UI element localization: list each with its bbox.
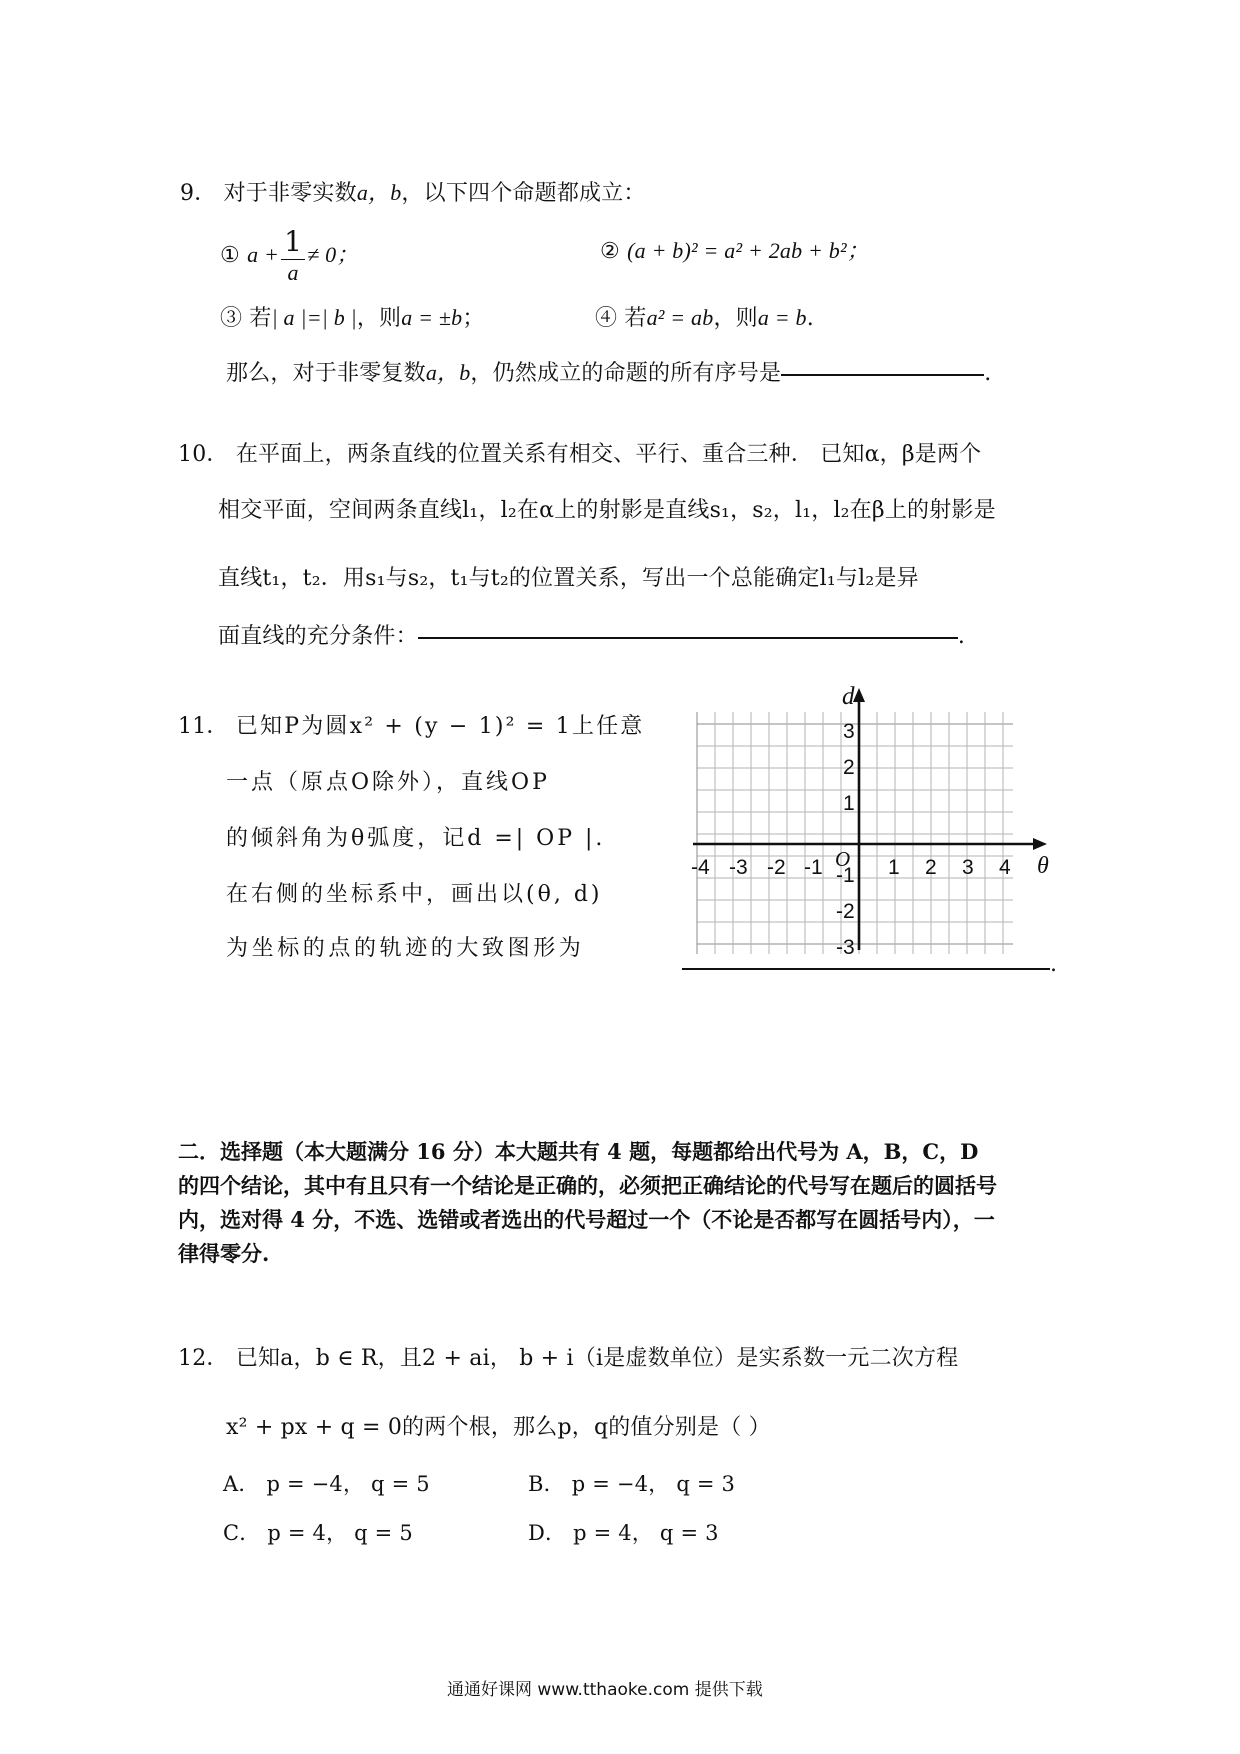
q9-p4-expr2: a = b	[757, 305, 807, 330]
x-tick-label: 4	[999, 856, 1011, 879]
q11-line-3: 的倾斜角为θ弧度，记d =| OP |.	[226, 826, 606, 851]
q12-option-d: D． p = 4， q = 3	[528, 1521, 719, 1545]
q9-stem-prefix: 对于非零实数	[223, 181, 357, 206]
q9-answer-blank[interactable]	[781, 374, 984, 376]
q10-line-4-end: .	[957, 624, 966, 649]
q10-line-4-before: 面直线的充分条件：	[218, 624, 418, 649]
q9-number: 9	[180, 181, 195, 206]
q9-stem: 9． 对于非零实数a，b，以下四个命题都成立：	[180, 180, 646, 206]
footer-download-note: 通通好课网 www.tthaoke.com 提供下载	[447, 1680, 763, 1700]
q10-line-1: 10． 在平面上，两条直线的位置关系有相交、平行、重合三种． 已知α，β是两个	[178, 442, 982, 467]
q11-line-5: 为坐标的点的轨迹的大致图形为	[226, 936, 585, 961]
q9-p1-expr-after: ≠ 0；	[307, 242, 359, 267]
q9-p3-expr2: a = ±b	[401, 305, 463, 330]
q9-question	[226, 358, 991, 389]
q9-question-after: ，仍然成立的命题的所有序号是	[470, 361, 782, 386]
q11-coordinate-grid-svg	[685, 682, 1065, 982]
q10-number: 10	[178, 442, 207, 467]
q9-proposition-3	[220, 303, 485, 334]
q9-proposition-1	[220, 225, 359, 285]
q9-p3-expr1: | a |=| b |	[271, 305, 357, 330]
q12-number: 12	[178, 1346, 207, 1371]
x-tick-label: -1	[804, 856, 823, 879]
q12-option-c: C． p = 4， q = 5	[223, 1521, 413, 1545]
x-tick-label: -2	[767, 856, 786, 879]
q9-stem-suffix: ，以下四个命题都成立：	[401, 181, 646, 206]
q9-p1-label: ①	[220, 243, 240, 268]
q9-proposition-4	[595, 303, 814, 334]
q9-p2-expr: (a + b)² = a² + 2ab + b²；	[627, 238, 869, 263]
q9-p4-label: ④	[595, 306, 618, 331]
q10-line-2: 相交平面，空间两条直线l₁，l₂在α上的射影是直线s₁，s₂，l₁，l₂在β上的射影是	[218, 498, 996, 523]
q9-stem-vars: a，b	[356, 180, 402, 205]
x-tick-label: 1	[888, 856, 900, 879]
q9-p4-expr1: a² = ab	[646, 305, 714, 330]
q12-line-1-text: 已知a，b ∈ R，且2 + ai， b + i（i是虚数单位）是实系数一元二次方程	[235, 1346, 959, 1371]
q9-p1-fraction-denominator: a	[287, 260, 299, 285]
q11-answer-end: .	[1050, 952, 1058, 977]
x-tick-label: -4	[691, 856, 710, 879]
q11-answer-line[interactable]	[682, 968, 1050, 970]
y-tick-label: -1	[836, 864, 855, 887]
y-tick-label: 3	[843, 720, 855, 743]
q9-p4-text-after: .	[806, 306, 814, 331]
q11-line-1: 11． 已知P为圆x² + (y − 1)² = 1上任意	[178, 714, 645, 739]
q12-option-a: A． p = −4， q = 5	[223, 1472, 430, 1496]
y-tick-label: 2	[843, 756, 855, 779]
q9-question-before: 那么，对于非零复数	[226, 361, 426, 386]
q11-coordinate-grid	[685, 682, 1065, 982]
y-tick-label: 1	[843, 792, 855, 815]
q11-line-4: 在右侧的坐标系中，画出以(θ, d)	[226, 882, 603, 907]
q9-p4-text-mid: ，则	[713, 306, 758, 331]
q9-p4-text-before: 若	[624, 306, 647, 331]
q11-line-2: 一点（原点O除外），直线OP	[226, 770, 550, 795]
x-tick-label: 2	[925, 856, 937, 879]
q9-p3-text-before: 若	[249, 306, 272, 331]
grid-lines	[697, 712, 1013, 954]
x-tick-label: -3	[729, 856, 748, 879]
q9-question-end: .	[984, 361, 992, 386]
q9-p3-label: ③	[220, 306, 243, 331]
q11-line-1-text: 已知P为圆x² + (y − 1)² = 1上任意	[235, 714, 645, 739]
q9-p1-expr-before: a +	[247, 242, 280, 267]
d-axis-label: d	[842, 683, 855, 710]
y-tick-label: -2	[836, 900, 855, 923]
theta-axis-arrow	[1033, 838, 1047, 850]
q9-p3-text-mid: ，则	[356, 306, 402, 331]
q12-line-1: 12． 已知a，b ∈ R，且2 + ai， b + i（i是虚数单位）是实系数一元二次方程	[178, 1346, 959, 1371]
x-tick-label: 3	[962, 856, 974, 879]
origin-label: O	[835, 847, 851, 871]
y-tick-label: -3	[836, 936, 855, 959]
q9-question-vars: a，b	[425, 360, 471, 385]
q9-p1-fraction-numerator: 1	[281, 228, 305, 260]
q9-p1-fraction	[281, 225, 305, 285]
d-axis-arrow	[853, 688, 865, 702]
q10-answer-blank[interactable]	[418, 637, 958, 639]
q11-number: 11	[178, 714, 207, 739]
q9-p3-text-after: ；	[462, 306, 485, 331]
q9-proposition-2	[600, 236, 869, 267]
theta-axis-label: θ	[1037, 853, 1049, 879]
q9-p2-label: ②	[600, 239, 620, 264]
q12-line-2: x² + px + q = 0的两个根，那么p，q的值分别是（ ）	[226, 1415, 771, 1440]
q10-line-3: 直线t₁，t₂．用s₁与s₂，t₁与t₂的位置关系，写出一个总能确定l₁与l₂是异	[218, 566, 919, 591]
section-2-instructions: 二．选择题（本大题满分 16 分）本大题共有 4 题，每题都给出代号为 A，B，C，D 的四个结论，其中有且只有一个结论是正确的，必须把正确结论的代号写在题后的圆括号内，选对得 4 分，不选、选错或者选出的代号超过一个（不论是否都写在圆括号内），一律得零分.	[178, 1139, 997, 1266]
q10-line-1-text: 在平面上，两条直线的位置关系有相交、平行、重合三种． 已知α，β是两个	[235, 442, 982, 467]
q10-line-4	[218, 622, 965, 652]
q12-option-b: B． p = −4， q = 3	[528, 1472, 736, 1496]
